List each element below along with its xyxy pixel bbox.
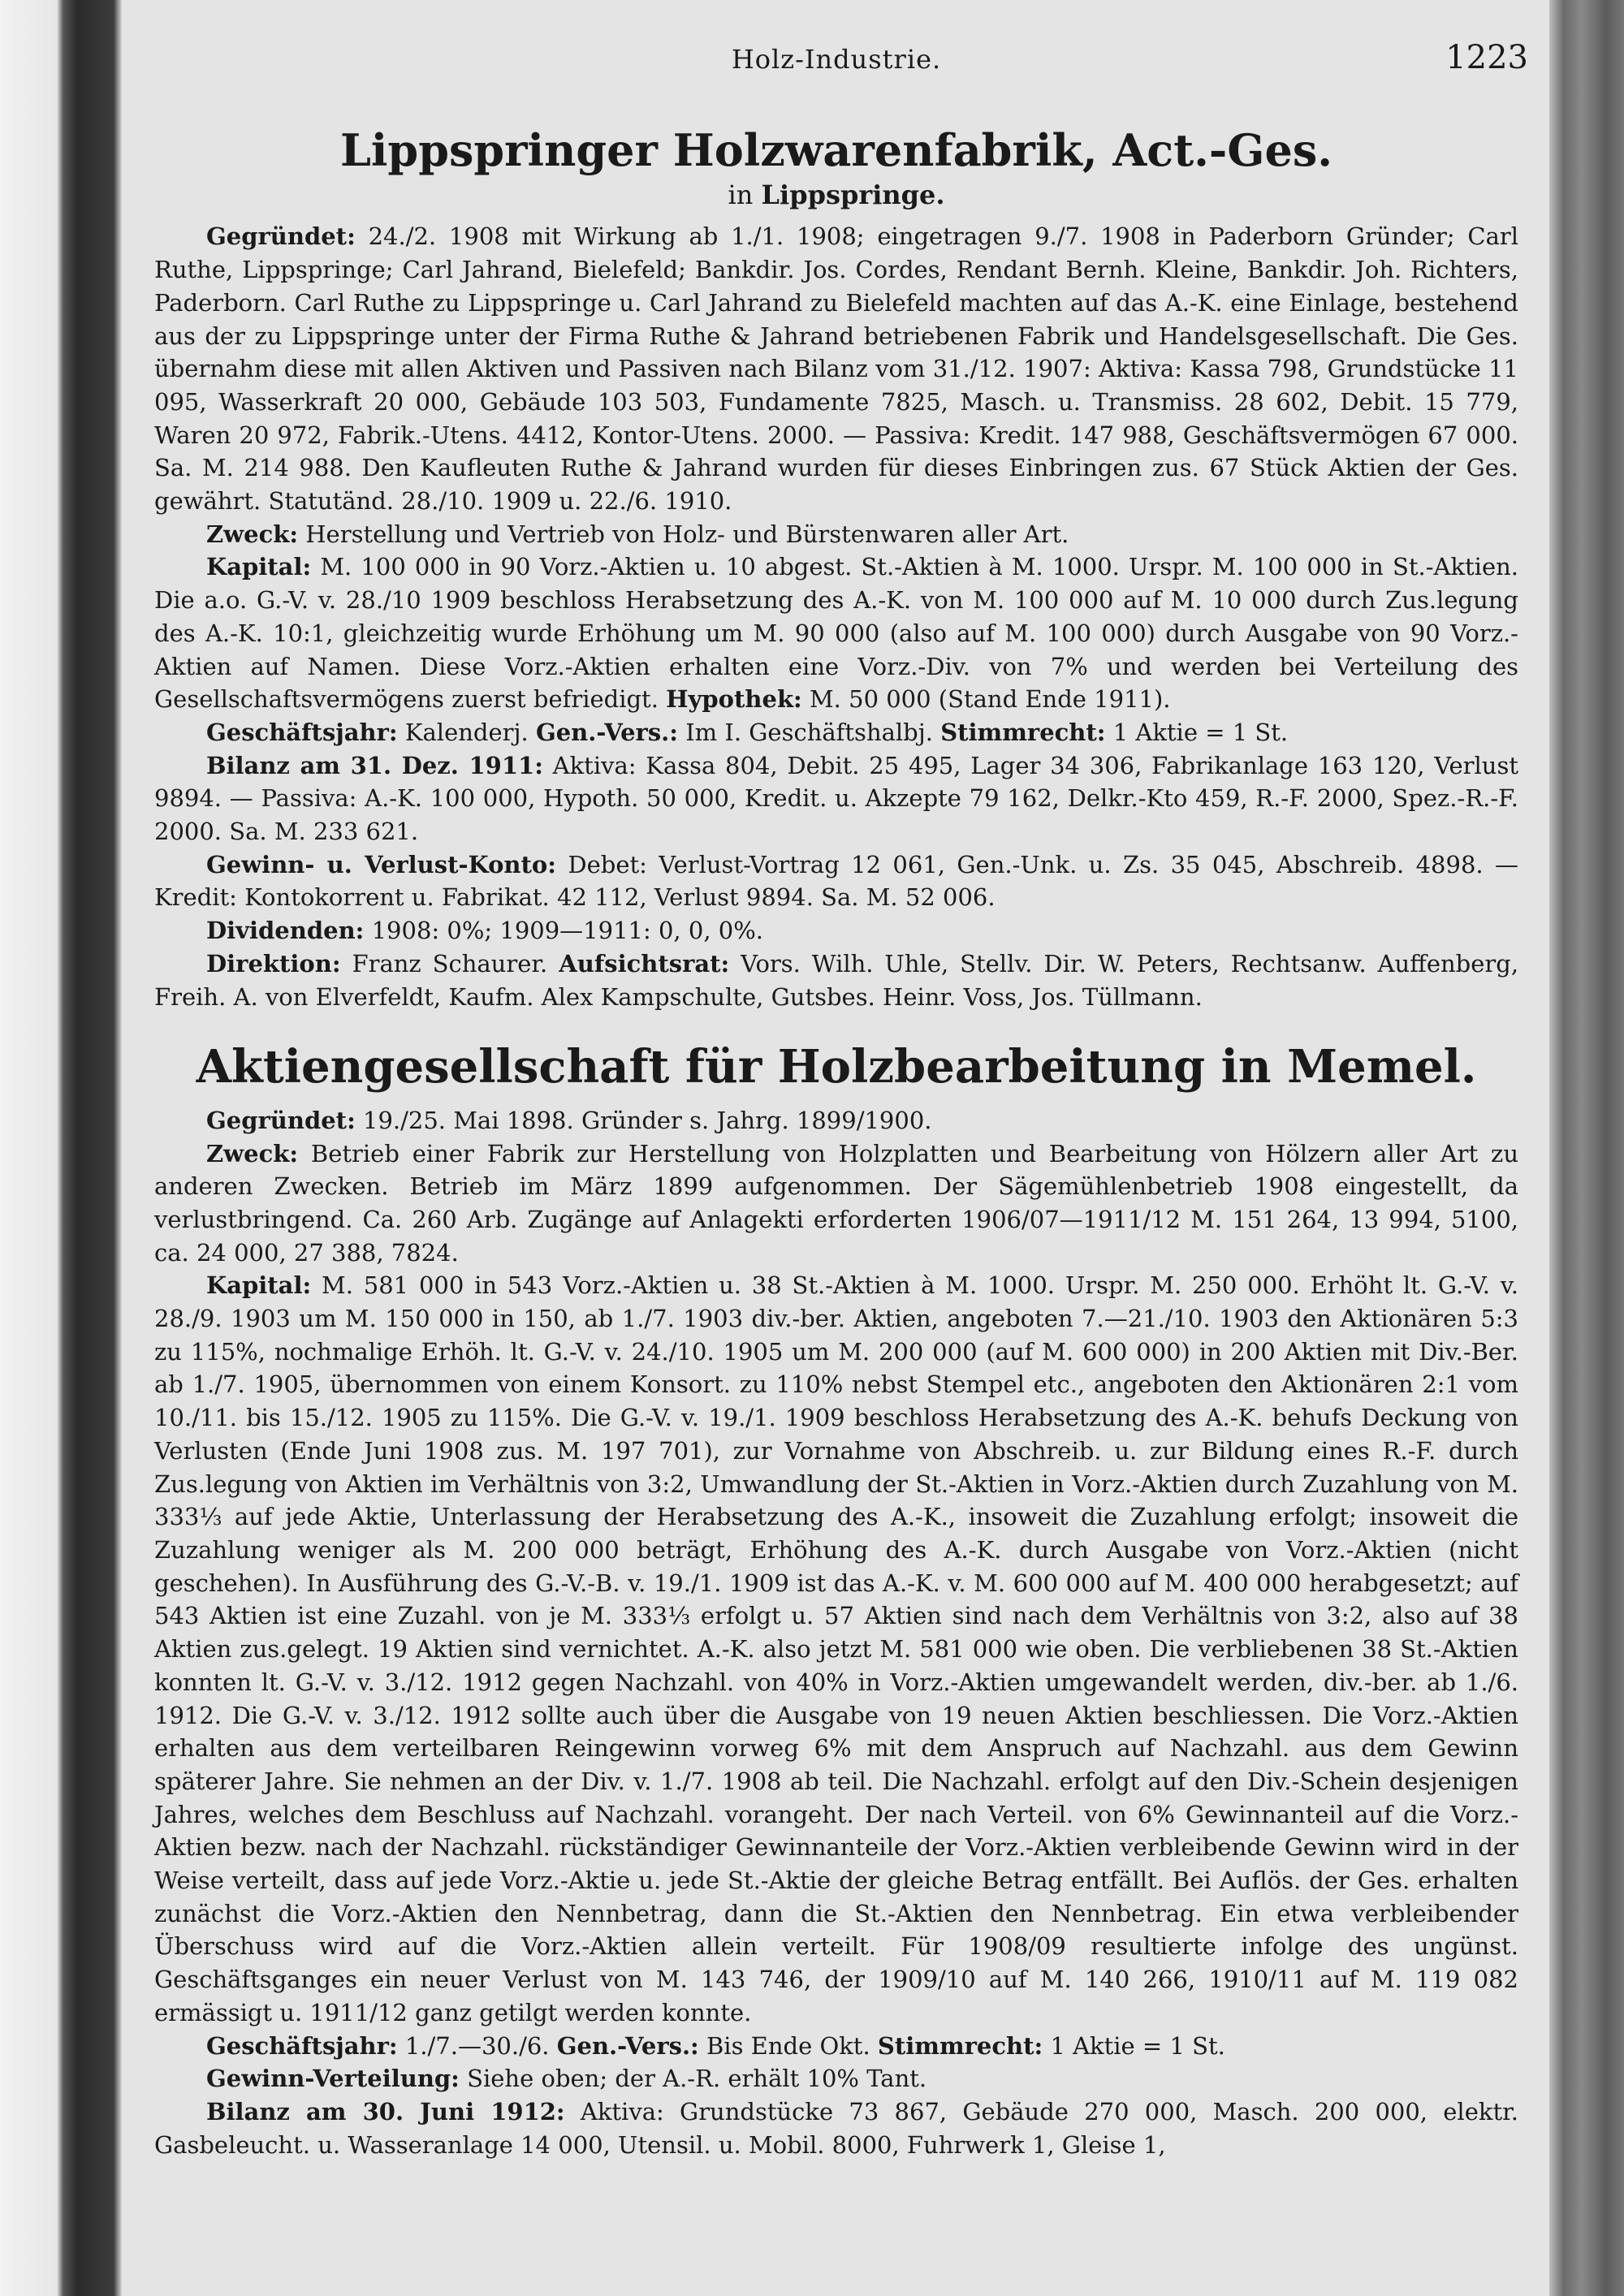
location-prefix: in <box>728 179 754 211</box>
entry-text: 1908: 0%; 1909—1911: 0, 0, 0%. <box>371 917 763 945</box>
entry-label: Kapital: <box>206 1271 312 1300</box>
entry-text: M. 50 000 (Stand Ende 1911). <box>809 685 1171 714</box>
entry-label: Gen.-Vers.: <box>535 718 678 746</box>
entry-kapital <box>154 550 1518 716</box>
entry-label: Geschäftsjahr: <box>206 2031 398 2060</box>
page-content <box>154 39 1528 2161</box>
entry-text: Aktiva: Grundstücke 73 867, Gebäude 270 000, Masch. 200 000, elektr. Gasbeleucht. u. Wasseranlage 14 000, Utensil. u. Mobil. 8000, Fuhrwerk 1, Gleise 1, <box>154 2097 1518 2159</box>
entry-label: Stimmrecht: <box>877 2031 1043 2060</box>
entry-text: Franz Schaurer. <box>352 949 548 978</box>
entry-label: Bilanz am 31. Dez. 1911: <box>206 751 543 779</box>
entry-text: Aktiva: Kassa 804, Debit. 25 495, Lager 34 306, Fabrikanlage 163 120, Verlust 9894. — Passiva: A.-K. 100 000, Hypoth. 50 000, Kredit. u. Akzepte 79 162, Delkr.-Kto 459, R.-F. 2000, Spez.-R.-F. 2000. Sa. M. 233 621. <box>154 751 1518 846</box>
entry-label: Dividenden: <box>206 917 365 945</box>
entry-text: Im I. Geschäftshalbj. <box>685 718 933 746</box>
entry-text: Debet: Verlust-Vortrag 12 061, Gen.-Unk. u. Zs. 35 045, Abschreib. 4898. — Kredit: Kontokorrent u. Fabrikat. 42 112, Verlust 9894. Sa. M. 52 006. <box>154 850 1518 912</box>
entry-text: Betrieb einer Fabrik zur Herstellung von Holzplatten und Bearbeitung von Hölzern aller Art zu anderen Zwecken. Betrieb im März 1899 aufgenommen. Der Sägemühlenbetrieb 1908 eingestellt, da verlustbringend. Ca. 260 Arb. Zugänge auf Anlagekti erforderten 1906/07—1911/12 M. 151 264, 13 994, 5100, ca. 24 000, 27 388, 7824. <box>154 1139 1518 1267</box>
section-title: Holz-Industrie. <box>731 44 942 75</box>
entry-label: Kapital: <box>206 553 312 581</box>
entry-text: Vors. Wilh. Uhle, Stellv. Dir. W. Peters, Rechtsanw. Auffenberg, Freih. A. von Elverfeldt, Kaufm. Alex Kampschulte, Gutsbes. Heinr. Voss, Jos. Tüllmann. <box>154 949 1519 1011</box>
company-title: Lippspringer Holzwarenfabrik, Act.-Ges. <box>339 124 1333 176</box>
entry-bilanz <box>154 2095 1518 2161</box>
location-name: Lippspringe. <box>761 179 945 211</box>
scan-left-edge <box>0 0 122 2296</box>
entry-label: Direktion: <box>206 949 341 978</box>
entry-label: Gen.-Vers.: <box>556 2031 699 2060</box>
document-page <box>122 0 1549 2296</box>
entry-text: 1 Aktie = 1 St. <box>1112 718 1289 746</box>
entry-geschaeftsjahr <box>154 716 1518 749</box>
entry-gewinn-verteilung <box>154 2062 1518 2095</box>
entry-gewinn-verlust <box>154 848 1518 914</box>
page-number: 1223 <box>1445 39 1528 76</box>
entry-gegruendet <box>154 1104 1518 1137</box>
entry-direktion <box>154 947 1518 1013</box>
company-location <box>154 179 1518 210</box>
entry-text: Siehe oben; der A.-R. erhält 10% Tant. <box>467 2065 927 2093</box>
entry-text: Kalenderj. <box>404 718 529 746</box>
entry-label: Stimmrecht: <box>940 718 1106 746</box>
entry-text: 19./25. Mai 1898. Gründer s. Jahrg. 1899/1900. <box>363 1106 932 1134</box>
entry-label: Gewinn- u. Verlust-Konto: <box>206 850 556 878</box>
entry-geschaeftsjahr <box>154 2030 1518 2063</box>
entry-label: Geschäftsjahr: <box>206 718 398 746</box>
entry-zweck <box>154 1137 1518 1270</box>
entry-text: M. 100 000 in 90 Vorz.-Aktien u. 10 abgest. St.-Aktien à M. 1000. Urspr. M. 100 000 in St.-Aktien. Die a.o. G.-V. v. 28./10 1909 beschloss Herabsetzung des A.-K. von M. 100 000 auf M. 10 000 durch Zus.legung des A.-K. 10:1, gleichzeitig wurde Erhöhung um M. 90 000 (also auf M. 100 000) durch Ausgabe von 90 Vorz.-Aktien auf Namen. Diese Vorz.-Aktien erhalten eine Vorz.-Div. von 7% und werden bei Verteilung des Gesellschaftsvermögens zuerst befriedigt. <box>154 553 1519 714</box>
entry-text: 1./7.—30./6. <box>404 2031 550 2060</box>
entry-text: Bis Ende Okt. <box>706 2031 870 2060</box>
entry-text: 1 Aktie = 1 St. <box>1050 2031 1225 2060</box>
entry-zweck <box>154 518 1518 551</box>
entry-text: 24./2. 1908 mit Wirkung ab 1./1. 1908; eingetragen 9./7. 1908 in Paderborn Gründer; Carl Ruthe, Lippspringe; Carl Jahrand, Bielefeld; Bankdir. Jos. Cordes, Rendant Bernh. Kleine, Bankdir. Joh. Richters, Paderborn. Carl Ruthe zu Lippspringe u. Carl Jahrand zu Bielefeld machten auf das A.-K. eine Einlage, bestehend aus der zu Lippspringe unter der Firma Ruthe & Jahrand betriebenen Fabrik und Handelsgesellschaft. Die Ges. übernahm diese mit allen Aktiven und Passiven nach Bilanz vom 31./12. 1907: Aktiva: Kassa 798, Grundstücke 11 095, Wasserkraft 20 000, Gebäude 103 503, Fundamente 7825, Masch. u. Transmiss. 28 602, Debit. 15 779, Waren 20 972, Fabrik.-Utens. 4412, Kontor-Utens. 2000. — Passiva: Kredit. 147 988, Geschäftsvermögen 67 000. Sa. M. 214 988. Den Kaufleuten Ruthe & Jahrand wurden für dieses Einbringen zus. 67 Stück Aktien der Ges. gewährt. Statutänd. 28./10. 1909 u. 22./6. 1910. <box>154 222 1519 516</box>
entry-label: Bilanz am 30. Juni 1912: <box>206 2097 565 2126</box>
entry-gegruendet <box>154 220 1518 517</box>
running-header <box>154 39 1528 88</box>
entry-label: Zweck: <box>206 520 299 548</box>
entry-kapital <box>154 1269 1518 2029</box>
entry-label: Gegründet: <box>206 1106 356 1134</box>
company-title: Aktiengesellschaft für Holzbearbeitung in Memel. <box>196 1040 1477 1094</box>
entry-dividenden <box>154 914 1518 947</box>
entry-label: Hypothek: <box>666 685 802 714</box>
entry-label: Aufsichtsrat: <box>559 949 730 978</box>
entry-label: Gewinn-Verteilung: <box>206 2065 460 2093</box>
entry-text: Herstellung und Vertrieb von Holz- und Bürstenwaren aller Art. <box>305 520 1069 548</box>
entry-label: Zweck: <box>206 1139 299 1167</box>
entry-label: Gegründet: <box>206 222 356 251</box>
entry-text: M. 581 000 in 543 Vorz.-Aktien u. 38 St.-Aktien à M. 1000. Urspr. M. 250 000. Erhöht lt. G.-V. v. 28./9. 1903 um M. 150 000 in 150, ab 1./7. 1903 div.-ber. Aktien, angeboten 7.—21./10. 1903 den Aktionären 5:3 zu 115%, nochmalige Erhöh. lt. G.-V. v. 24./10. 1905 um M. 200 000 (auf M. 600 000) in 200 Aktien mit Div.-Ber. ab 1./7. 1905, übernommen von einem Konsort. zu 110% nebst Stempel etc., angeboten den Aktionären 2:1 vom 10./11. bis 15./12. 1905 zu 115%. Die G.-V. v. 19./1. 1909 beschloss Herabsetzung des A.-K. behufs Deckung von Verlusten (Ende Juni 1908 zus. M. 197 701), zur Vornahme von Abschreib. u. zur Bildung eines R.-F. durch Zus.legung von Aktien im Verhältnis von 3:2, Umwandlung der St.-Aktien in Vorz.-Aktien durch Zuzahlung von M. 333⅓ auf jede Aktie, Unterlassung der Herabsetzung des A.-K., insoweit die Zuzahlung erfolgt; insoweit die Zuzahlung weniger als M. 200 000 beträgt, Erhöhung des A.-K. durch Ausgabe von Vorz.-Aktien (nicht geschehen). In Ausführung des G.-V.-B. v. 19./1. 1909 ist das A.-K. v. M. 600 000 auf M. 400 000 herabgesetzt; auf 543 Aktien ist eine Zuzahl. von je M. 333⅓ erfolgt u. 57 Aktien sind nach dem Verhältnis von 3:2, also auf 38 Aktien zus.gelegt. 19 Aktien sind vernichtet. A.-K. also jetzt M. 581 000 wie oben. Die verbliebenen 38 St.-Aktien konnten lt. G.-V. v. 3./12. 1912 gegen Nachzahl. von 40% in Vorz.-Aktien umgewandelt werden, div.-ber. ab 1./6. 1912. Die G.-V. v. 3./12. 1912 sollte auch über die Ausgabe von 19 neuen Aktien beschliessen. Die Vorz.-Aktien erhalten aus dem verteilbaren Reingewinn vorweg 6% mit dem Anspruch auf Nachzahl. aus dem Gewinn späterer Jahre. Sie nehmen an der Div. v. 1./7. 1908 ab teil. Die Nachzahl. erfolgt auf den Div.-Schein desjenigen Jahres, welches dem Beschluss auf Nachzahl. vorangeht. Der nach Verteil. von 6% Gewinnanteil auf die Vorz.-Aktien bezw. nach der Nachzahl. rückständiger Gewinnanteile der Vorz.-Aktien verbleibende Gewinn wird in der Weise verteilt, dass auf jede Vorz.-Aktie u. jede St.-Aktie der gleiche Betrag entfällt. Bei Auflös. der Ges. erhalten zunächst die Vorz.-Aktien den Nennbetrag, dann die St.-Aktien den Nennbetrag. Ein etwa verbleibender Überschuss wird auf die Vorz.-Aktien allein verteilt. Für 1908/09 resultierte infolge des ungünst. Geschäftsganges ein neuer Verlust von M. 143 746, der 1909/10 auf M. 140 266, 1910/11 auf M. 119 082 ermässigt u. 1911/12 ganz getilgt werden konnte. <box>154 1271 1518 2026</box>
entry-bilanz <box>154 749 1518 848</box>
scan-right-edge <box>1549 0 1624 2296</box>
